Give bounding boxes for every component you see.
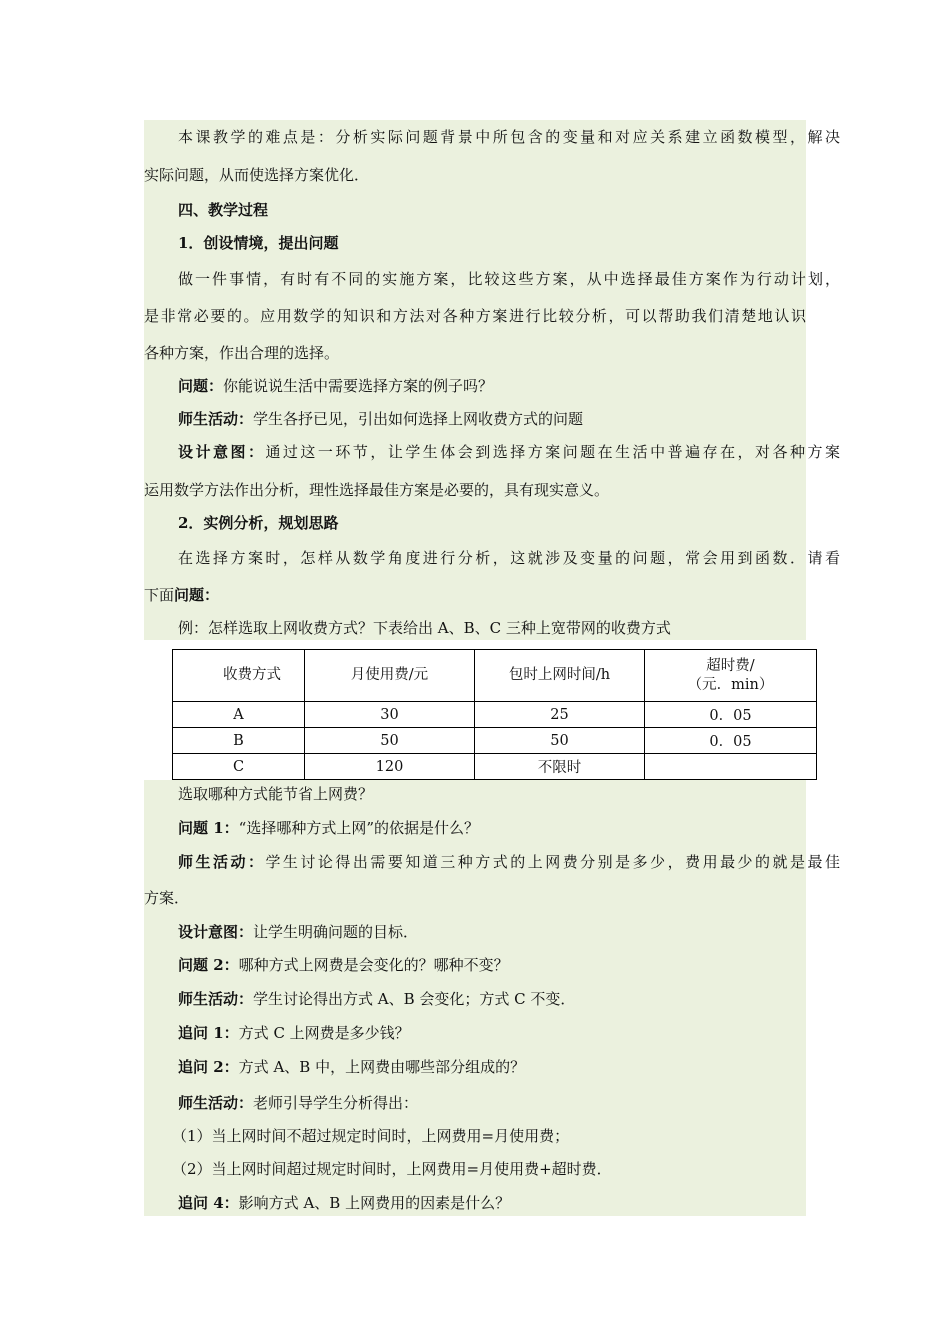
table-cell: B <box>173 728 305 754</box>
activity-line-3: 师生活动：学生讨论得出方式 A、B 会变化；方式 C 不变． <box>178 990 576 1008</box>
question2-line: 问题 2：哪种方式上网费是会变化的？哪种不变？ <box>178 956 509 974</box>
after-table-question: 选取哪种方式能节省上网费？ <box>178 785 374 803</box>
question-line: 问题：你能说说生活中需要选择方案的例子吗？ <box>178 377 494 395</box>
intro-paragraph: 做一件事情，有时有不同的实施方案，比较这些方案，从中选择最佳方案作为行动计划， <box>178 270 840 288</box>
followup2-line: 追问 2：方式 A、B 中，上网费由哪些部分组成的？ <box>178 1058 526 1076</box>
question1-line: 问题 1：“选择哪种方式上网”的依据是什么？ <box>178 819 480 837</box>
table-cell: 120 <box>305 754 475 780</box>
intro-paragraph-end: 各种方案，作出合理的选择。 <box>144 344 340 362</box>
intent-paragraph-1-cont: 运用数学方法作出分析，理性选择最佳方案是必要的，具有现实意义。 <box>144 481 610 499</box>
table-cell: 30 <box>305 702 475 728</box>
activity-line-4: 师生活动：老师引导学生分析得出： <box>178 1094 419 1112</box>
table-cell: 不限时 <box>475 754 645 780</box>
analysis-paragraph: 在选择方案时，怎样从数学角度进行分析，这就涉及变量的问题，常会用到函数．请看 <box>178 549 840 567</box>
table-cell: 25 <box>475 702 645 728</box>
activity-paragraph-2: 师生活动：学生讨论得出需要知道三种方式的上网费分别是多少，费用最少的就是最佳 <box>178 853 840 871</box>
table-header-cell: 包时上网时间/h <box>475 650 645 702</box>
fee-table <box>172 649 817 780</box>
table-row <box>173 702 817 728</box>
table-header-cell: 月使用费/元 <box>305 650 475 702</box>
step1-heading: 1．创设情境，提出问题 <box>178 234 339 252</box>
table-row <box>173 728 817 754</box>
table-row <box>173 754 817 780</box>
table-cell: 50 <box>305 728 475 754</box>
intent-paragraph-1: 设计意图：通过这一环节，让学生体会到选择方案问题在生活中普遍存在，对各种方案 <box>178 443 840 461</box>
intent-line-2: 设计意图：让学生明确问题的目标． <box>178 923 419 941</box>
analysis-paragraph-cont: 下面问题： <box>144 586 220 604</box>
table-cell: 0．05 <box>645 702 817 728</box>
section-heading: 四、教学过程 <box>178 201 269 219</box>
intro-paragraph-cont: 是非常必要的。应用数学的知识和方法对各种方案进行比较分析，可以帮助我们清楚地认识 <box>144 307 806 325</box>
table-cell: C <box>173 754 305 780</box>
table-cell: A <box>173 702 305 728</box>
table-header-row <box>173 650 817 702</box>
difficulty-paragraph-cont: 实际问题，从而使选择方案优化． <box>144 166 370 184</box>
condition-1: （1）当上网时间不超过规定时间时，上网费用=月使用费； <box>172 1127 570 1145</box>
step2-heading: 2．实例分析，规划思路 <box>178 514 339 532</box>
table-cell: 50 <box>475 728 645 754</box>
table-cell: 0．05 <box>645 728 817 754</box>
difficulty-paragraph: 本课教学的难点是：分析实际问题背景中所包含的变量和对应关系建立函数模型，解决 <box>178 128 840 146</box>
table-cell <box>645 754 817 780</box>
activity-paragraph-2-cont: 方案． <box>144 889 190 907</box>
example-line: 例：怎样选取上网收费方式？下表给出 A、B、C 三种上宽带网的收费方式 <box>178 619 671 637</box>
condition-2: （2）当上网时间超过规定时间时，上网费用=月使用费+超时费． <box>172 1160 612 1178</box>
table-header-cell: 收费方式 <box>173 650 305 702</box>
activity-line-1: 师生活动：学生各抒已见，引出如何选择上网收费方式的问题 <box>178 410 584 428</box>
followup4-line: 追问 4：影响方式 A、B 上网费用的因素是什么？ <box>178 1194 511 1212</box>
table-header-cell: 超时费/ （元．min） <box>645 650 817 702</box>
followup1-line: 追问 1：方式 C 上网费是多少钱？ <box>178 1024 410 1042</box>
